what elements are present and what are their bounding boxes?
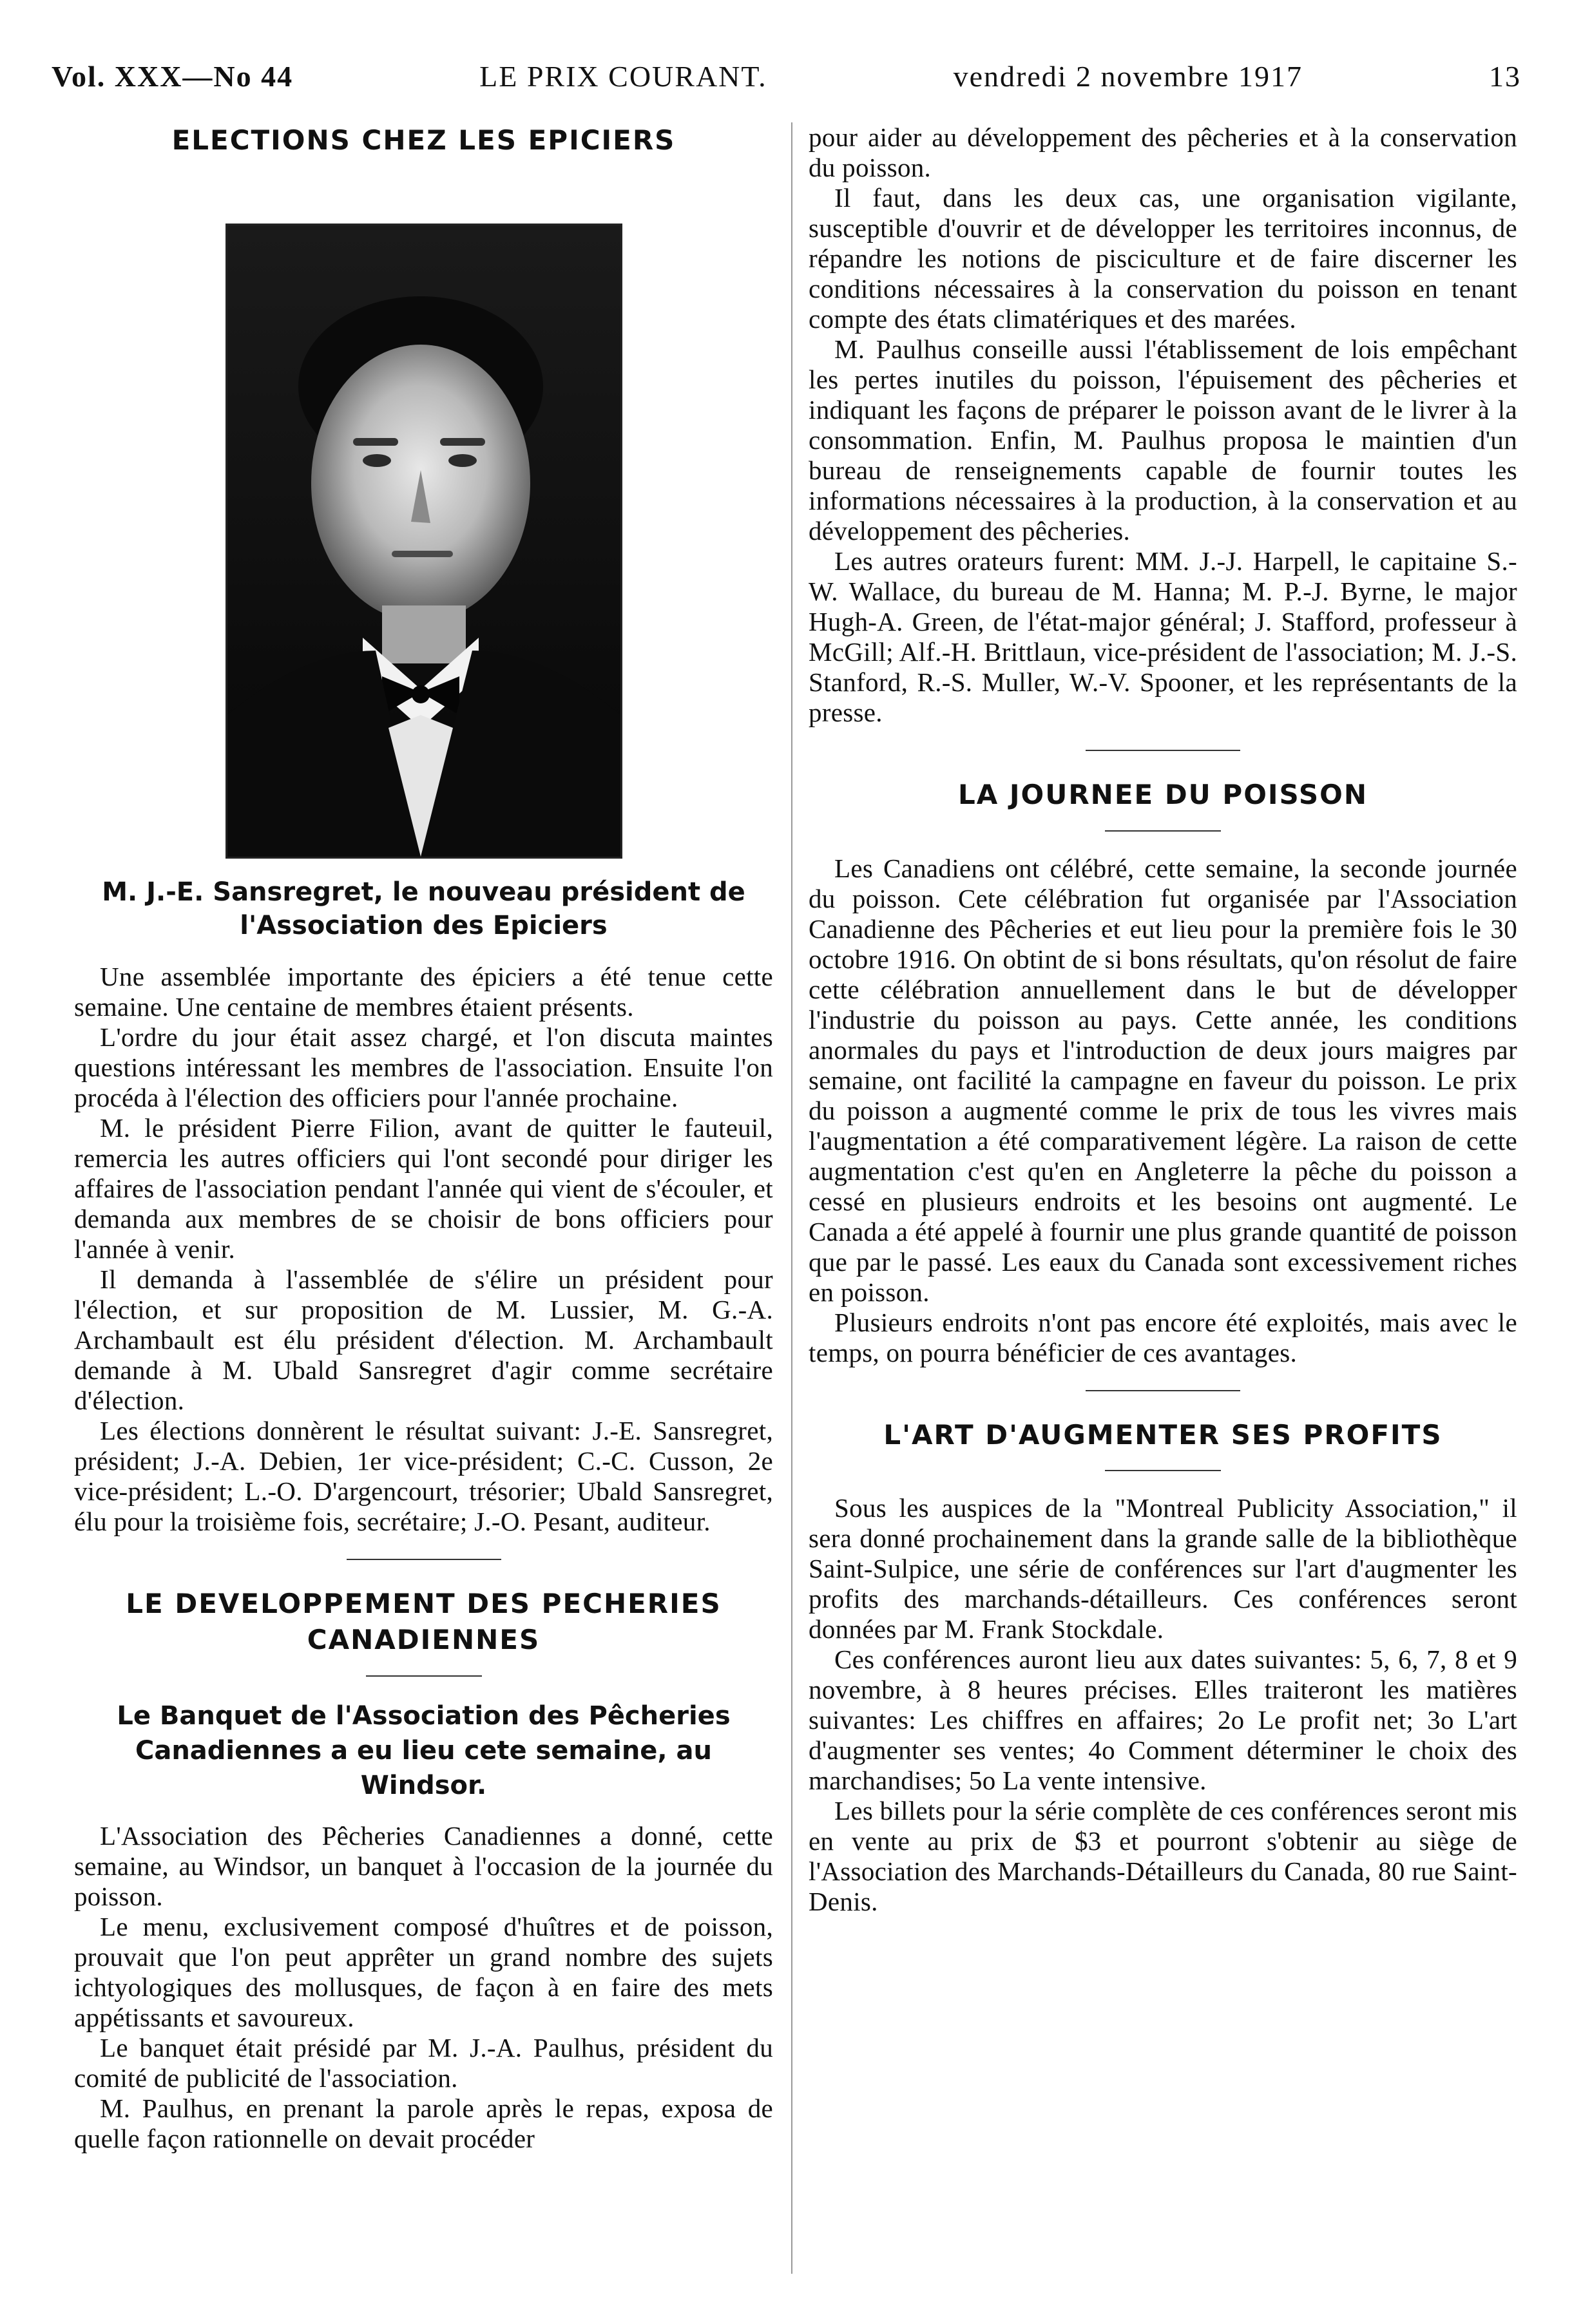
paragraph: M. le président Pierre Filion, avant de quitter le fauteuil, remercia les autres officiers qui l'ont secondé pour diriger les affaires de l'association pendant l'année qui vient de s'écouler, et demanda aux membres de se choisir de bons officiers pour l'année à venir.	[74, 1112, 773, 1264]
article-journee-poisson	[809, 777, 1517, 1368]
article-headline: ELECTIONS CHEZ LES EPICIERS	[171, 124, 676, 156]
paragraph: L'ordre du jour était assez chargé, et l'on discuta maintes questions intéressant les membres de l'association. Ensuite l'on procéda à l'élection des officiers pour l'année prochaine.	[74, 1022, 773, 1112]
page-header	[52, 59, 1521, 111]
paragraph: M. Paulhus conseille aussi l'établissement de lois empêchant les pertes inutiles du poisson, l'épuisement des pêcheries et indiquant les façons de préparer le poisson avant de le livrer à la consommation. Enfin, M. Paulhus proposa le maintien d'un bureau de renseignements capable de fournir toutes les informations nécessaires à la production, à la conservation et au développement des pêcheries.	[809, 334, 1517, 546]
paragraph: Plusieurs endroits n'ont pas encore été exploités, mais avec le temps, on pourra bénéficier de ces avantages.	[809, 1307, 1517, 1367]
article-pecheries	[74, 1586, 773, 2154]
issue-date: vendredi 2 novembre 1917	[953, 60, 1303, 93]
section-divider	[347, 1559, 501, 1560]
paragraph: M. Paulhus, en prenant la parole après le repas, exposa de quelle façon rationnelle on devait procéder	[74, 2093, 773, 2154]
article-pecheries-continued	[809, 122, 1517, 728]
page-number: 13	[1488, 60, 1521, 93]
right-column	[809, 122, 1517, 1917]
left-column	[74, 122, 773, 2154]
paragraph: L'Association des Pêcheries Canadiennes a donné, cette semaine, au Windsor, un banquet à l'occasion de la journée du poisson.	[74, 1821, 773, 1912]
paragraph: Il faut, dans les deux cas, une organisation vigilante, susceptible d'ouvrir et de développer les territoires inconnus, de répandre les notions de pisciculture et de faire discerner les conditions nécessaires à la conservation du poisson en tenant compte des états climatériques et des marées.	[809, 183, 1517, 334]
publication-title: LE PRIX COURANT.	[479, 60, 767, 93]
column-divider	[791, 122, 792, 2274]
article-augmenter-profits	[809, 1417, 1517, 1918]
issue-number: Vol. XXX—No 44	[52, 60, 294, 93]
photo-caption: M. J.-E. Sansregret, le nouveau président de l'Association des Epiciers	[102, 877, 745, 940]
section-divider	[1086, 1390, 1240, 1391]
paragraph: Les élections donnèrent le résultat suivant: J.-E. Sansregret, président; J.-A. Debien, 1er vice-président; C.-C. Cusson, 2e vice-président; L.-O. D'argencourt, trésorier; Ubald Sansregret, élu pour la troisième fois, secrétaire; J.-O. Pesant, auditeur.	[74, 1415, 773, 1536]
article-subheadline: Le Banquet de l'Association des Pêcheries Canadiennes a eu lieu cete semaine, au Windsor.	[117, 1701, 731, 1801]
section-divider	[366, 1675, 482, 1677]
paragraph: Les autres orateurs furent: MM. J.-J. Harpell, le capitaine S.-W. Wallace, du bureau de M. Hanna; M. P.-J. Byrne, le major Hugh-A. Green, de l'état-major général; J. Stafford, professeur à McGill; Alf.-H. Brittlaun, vice-président de l'association; M. J.-S. Stanford, R.-S. Muller, W.-V. Spooner, et les représentants de la presse.	[809, 546, 1517, 727]
article-headline: LE DEVELOPPEMENT DES PECHERIES CANADIENNES	[126, 1587, 722, 1656]
section-divider	[1105, 1470, 1221, 1471]
article-headline: L'ART D'AUGMENTER SES PROFITS	[883, 1418, 1443, 1451]
paragraph: Les Canadiens ont célébré, cette semaine, la seconde journée du poisson. Cete célébration fut organisée par l'Association Canadienne des Pêcheries et eut lieu pour la première fois le 30 octobre 1916. On obtint de si bons résultats, qu'on résolut de faire cette célébration annuellement dans le but de développer l'industrie du poisson au pays. Cette année, les conditions anormales du pays et l'introduction de deux jours maigres par semaine, ont facilité la campagne en faveur du poisson. Le prix du poisson a augmenté comme le prix de tous les vivres mais l'augmentation a été comparativement légère. La raison de cette augmentation c'est qu'en en Angleterre la pêche du poisson a cessé en plusieurs endroits et les besoins ont augmenté. Le Canada a été appelé à fournir une plus grande quantité de poisson que par le passé. Les eaux du Canada sont excessivement riches en poisson.	[809, 853, 1517, 1307]
article-elections	[74, 122, 773, 1537]
paragraph: Ces conférences auront lieu aux dates suivantes: 5, 6, 7, 8 et 9 novembre, à 8 heures précises. Elles traiteront les matières suivantes: Les chiffres en affaires; 2o Le profit net; 3o L'art d'augmenter ses ventes; 4o Comment déterminer le choix des marchandises; 5o La vente intensive.	[809, 1644, 1517, 1796]
section-divider	[1086, 750, 1240, 751]
portrait-illustration	[227, 225, 620, 857]
paragraph: Les billets pour la série complète de ces conférences seront mis en vente au prix de $3 et pourront s'obtenir au siège de l'Association des Marchands-Détailleurs du Canada, 80 rue Saint-Denis.	[809, 1796, 1517, 1917]
paragraph: Le banquet était présidé par M. J.-A. Paulhus, président du comité de publicité de l'association.	[74, 2033, 773, 2093]
paragraph: Il demanda à l'assemblée de s'élire un président pour l'élection, et sur proposition de M. Lussier, M. G.-A. Archambault est élu président d'élection. M. Archambault demande à M. Ubald Sansregret d'agir comme secrétaire d'élection.	[74, 1264, 773, 1415]
paragraph: Une assemblée importante des épiciers a été tenue cette semaine. Une centaine de membres étaient présents.	[74, 961, 773, 1022]
portrait-photo	[225, 224, 622, 859]
paragraph: pour aider au développement des pêcheries et à la conservation du poisson.	[809, 122, 1517, 182]
section-divider	[1105, 830, 1221, 832]
paragraph: Sous les auspices de la "Montreal Publicity Association," il sera donné prochainement dans la grande salle de la bibliothèque Saint-Sulpice, une série de conférences sur l'art d'augmenter les profits des marchands-détailleurs. Ces conférences seront données par M. Frank Stockdale.	[809, 1493, 1517, 1644]
article-headline: LA JOURNEE DU POISSON	[958, 779, 1368, 810]
paragraph: Le menu, exclusivement composé d'huîtres et de poisson, prouvait que l'on peut apprêter un grand nombre des sujets ichtyologiques des mollusques, de façon à en faire des mets appétissants et savoureux.	[74, 1912, 773, 2033]
